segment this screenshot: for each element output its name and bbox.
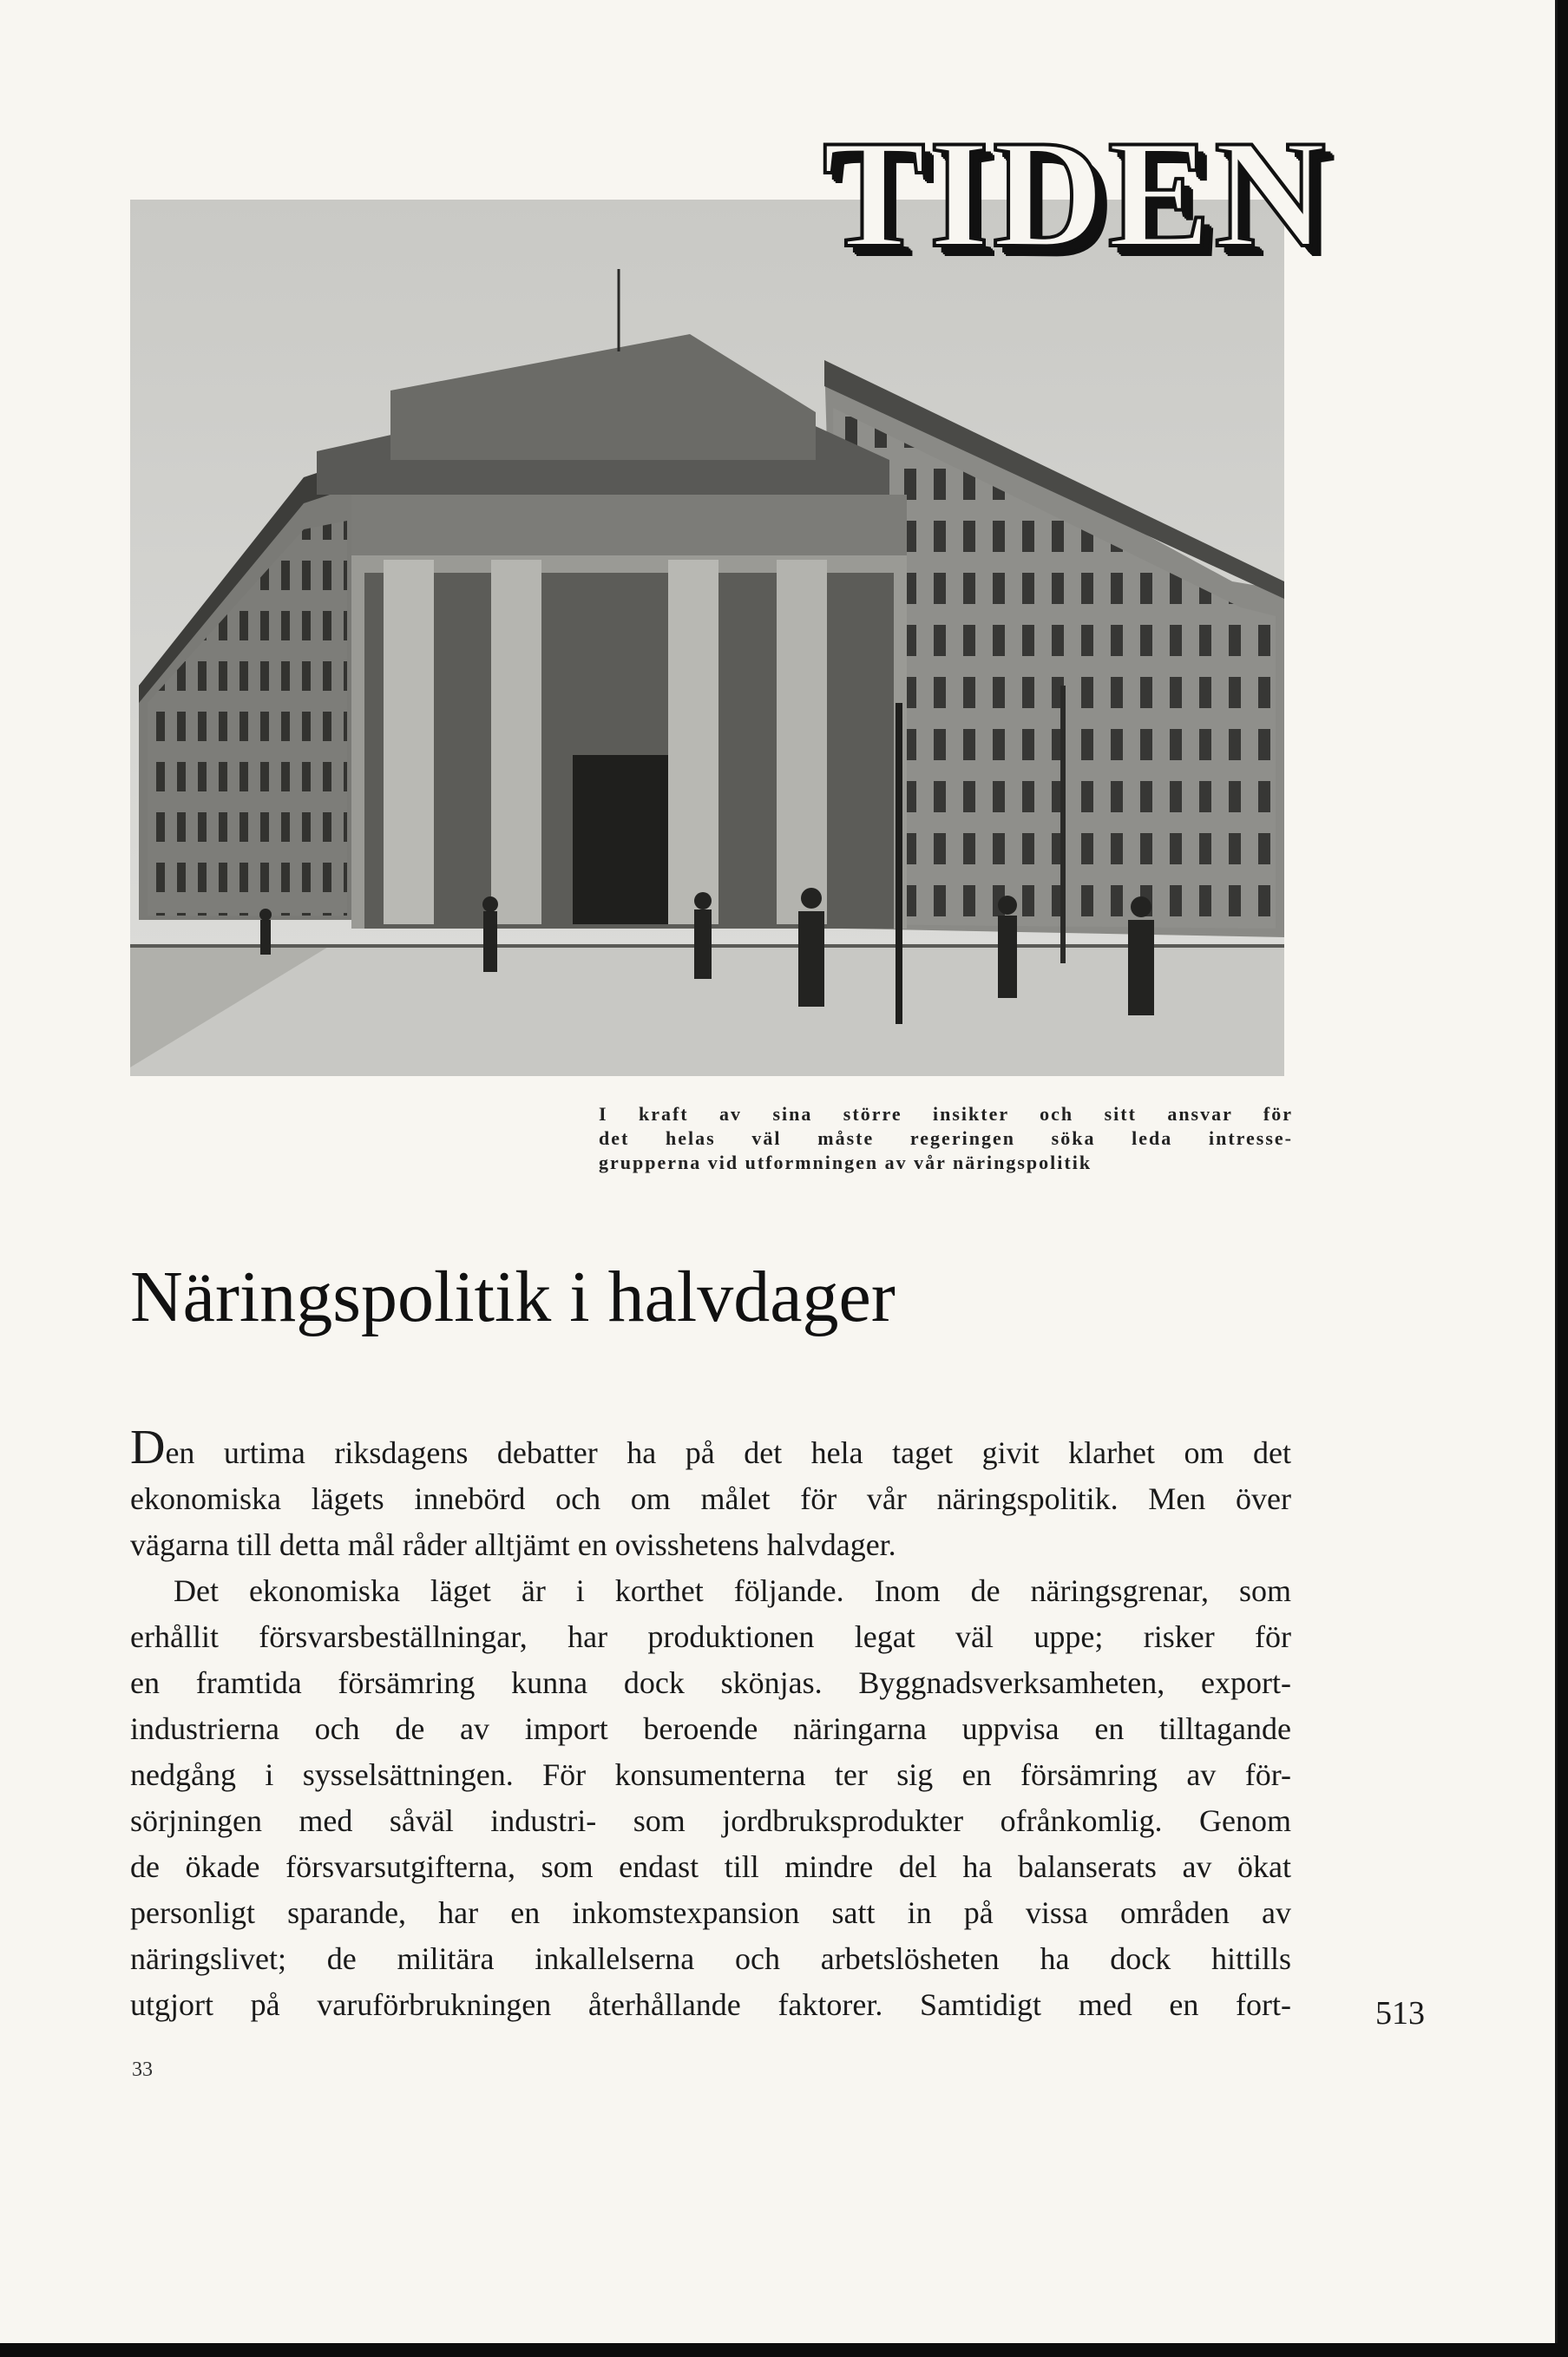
article-line: utgjort på varuförbrukningen återhållande faktorer. Samtidigt med en fort- [130,1987,1291,2022]
article-line: vägarna till detta mål råder alltjämt en ovisshetens halvdager. [130,1527,896,1562]
article-line-text: en urtima riksdagens debatter ha på det hela taget givit klarhet om det [165,1435,1291,1470]
building-photo [130,200,1284,1076]
building-illustration [130,200,1284,1076]
article-line: Det ekonomiska läget är i korthet följande. Inom de näringsgrenar, som [174,1573,1291,1608]
article-headline: Näringspolitik i halvdager [130,1257,896,1337]
article-body [130,1421,1291,2028]
article-line: näringslivet; de militära inkallelserna och arbetslösheten ha dock hittills [130,1941,1291,1976]
article-line: nedgång i sysselsättningen. För konsumenterna ter sig en försämring av för- [130,1757,1291,1792]
page-number: 513 [1375,1995,1425,2032]
drop-cap: D [130,1421,166,1474]
sheet-number: 33 [132,2058,153,2081]
article-line [130,1421,1291,1476]
caption-line: det helas väl måste regeringen söka leda intresse- [599,1127,1293,1149]
article-line: ekonomiska lägets innebörd och om målet för vår näringspolitik. Men över [130,1481,1291,1516]
magazine-masthead: TIDEN [823,108,1329,279]
article-line: en framtida försämring kunna dock skönjas. Byggnadsverksamheten, export- [130,1665,1291,1700]
article-line: sörjningen med såväl industri- som jordbruksprodukter ofrånkomlig. Genom [130,1803,1291,1838]
article-line: de ökade försvarsutgifterna, som endast till mindre del ha balanserats av ökat [130,1849,1291,1884]
photo-caption [599,1102,1293,1175]
caption-line: grupperna vid utformningen av vår näringspolitik [599,1152,1092,1173]
article-line: personligt sparande, har en inkomstexpansion satt in på vissa områden av [130,1895,1291,1930]
article-line: industrierna och de av import beroende näringarna uppvisa en tilltagande [130,1711,1291,1746]
caption-line: I kraft av sina större insikter och sitt ansvar för [599,1103,1293,1125]
article-line: erhållit försvarsbeställningar, har produktionen legat väl uppe; risker för [130,1619,1291,1654]
